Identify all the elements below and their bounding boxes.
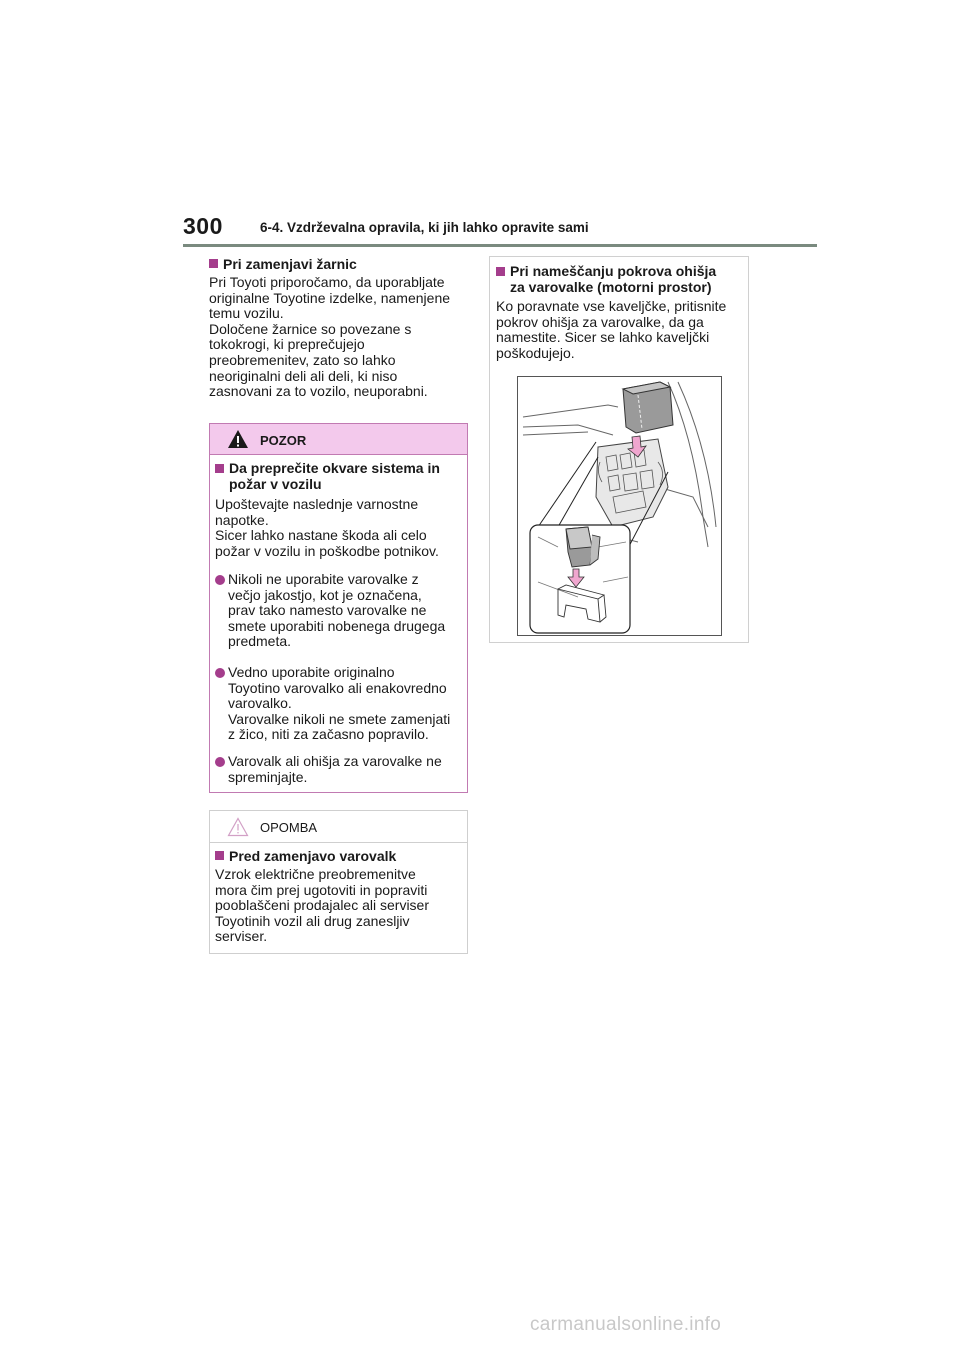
round-bullet-icon (215, 575, 225, 585)
round-bullet-icon (215, 757, 225, 767)
header-divider (183, 244, 817, 247)
chapter-title: 6-4. Vzdrževalna opravila, ki jih lahko opravite sami (260, 220, 589, 235)
caution-intro: Upoštevajte naslednje varnostne napotke. Sicer lahko nastane škoda ali celo požar v vozilu in poškodbe potnikov. (215, 496, 439, 559)
caution-heading (215, 460, 465, 492)
fuse-box-drawing (518, 377, 721, 635)
square-bullet-icon (215, 851, 224, 860)
note-header (210, 811, 467, 843)
fuse-cover-body: Ko poravnate vse kaveljčke, pritisnite pokrov ohišja za varovalke, da ga namestite. Sicer se lahko kaveljčki poškodujejo. (496, 298, 727, 361)
caution-bullet-1 (215, 572, 465, 650)
notice-triangle-icon (227, 817, 249, 837)
page-number: 300 (183, 213, 223, 239)
fuse-box-illustration (517, 376, 722, 636)
caution-bullet-text: Varovalk ali ohišja za varovalke ne spreminjajte. (228, 753, 442, 785)
caution-bullet-text: Vedno uporabite originalno Toyotino varovalko ali enakovredno varovalko. Varovalke nikoli ne smete zamenjati z žico, niti za začasno popravilo. (228, 664, 451, 743)
square-bullet-icon (209, 259, 218, 268)
note-title: OPOMBA (260, 820, 318, 835)
caution-heading-text: Da preprečite okvare sistema in požar v vozilu (229, 460, 440, 492)
caution-header (210, 424, 467, 455)
bulb-section-heading (209, 256, 469, 272)
warning-triangle-icon (227, 429, 249, 449)
fuse-cover-heading-text: Pri nameščanju pokrova ohišja za varovalke (motorni prostor) (510, 263, 717, 295)
square-bullet-icon (496, 267, 505, 276)
square-bullet-icon (215, 464, 224, 473)
note-body: Vzrok električne preobremenitve mora čim prej ugotoviti in popraviti pooblaščeni prodajalec ali serviser Toyotinih vozil ali drug zanesljiv serviser. (215, 866, 430, 945)
caution-box (209, 423, 468, 793)
caution-bullet-3 (215, 754, 465, 785)
watermark: carmanualsonline.info (530, 1314, 722, 1335)
fuse-cover-heading (496, 263, 746, 295)
caution-title: POZOR (260, 433, 307, 448)
bulb-heading-text: Pri zamenjavi žarnic (223, 256, 357, 272)
bulb-section-body: Pri Toyoti priporočamo, da uporabljate originalne Toyotine izdelke, namenjene temu vozilu. Določene žarnice so povezane s tokokrogi, ki preprečujejo preobremenitev, zato so lahko neoriginalni deli ali deli, ki niso zasnovani za to vozilo, neuporabni. (209, 274, 451, 400)
note-heading-text: Pred zamenjavo varovalk (229, 848, 397, 864)
caution-bullet-2 (215, 665, 465, 743)
note-heading (215, 848, 465, 864)
round-bullet-icon (215, 668, 225, 678)
note-box (209, 810, 468, 954)
caution-bullet-text: Nikoli ne uporabite varovalke z večjo jakostjo, kot je označena, prav tako namesto varovalke ne smete uporabiti nobenega drugega predmeta. (228, 571, 446, 650)
